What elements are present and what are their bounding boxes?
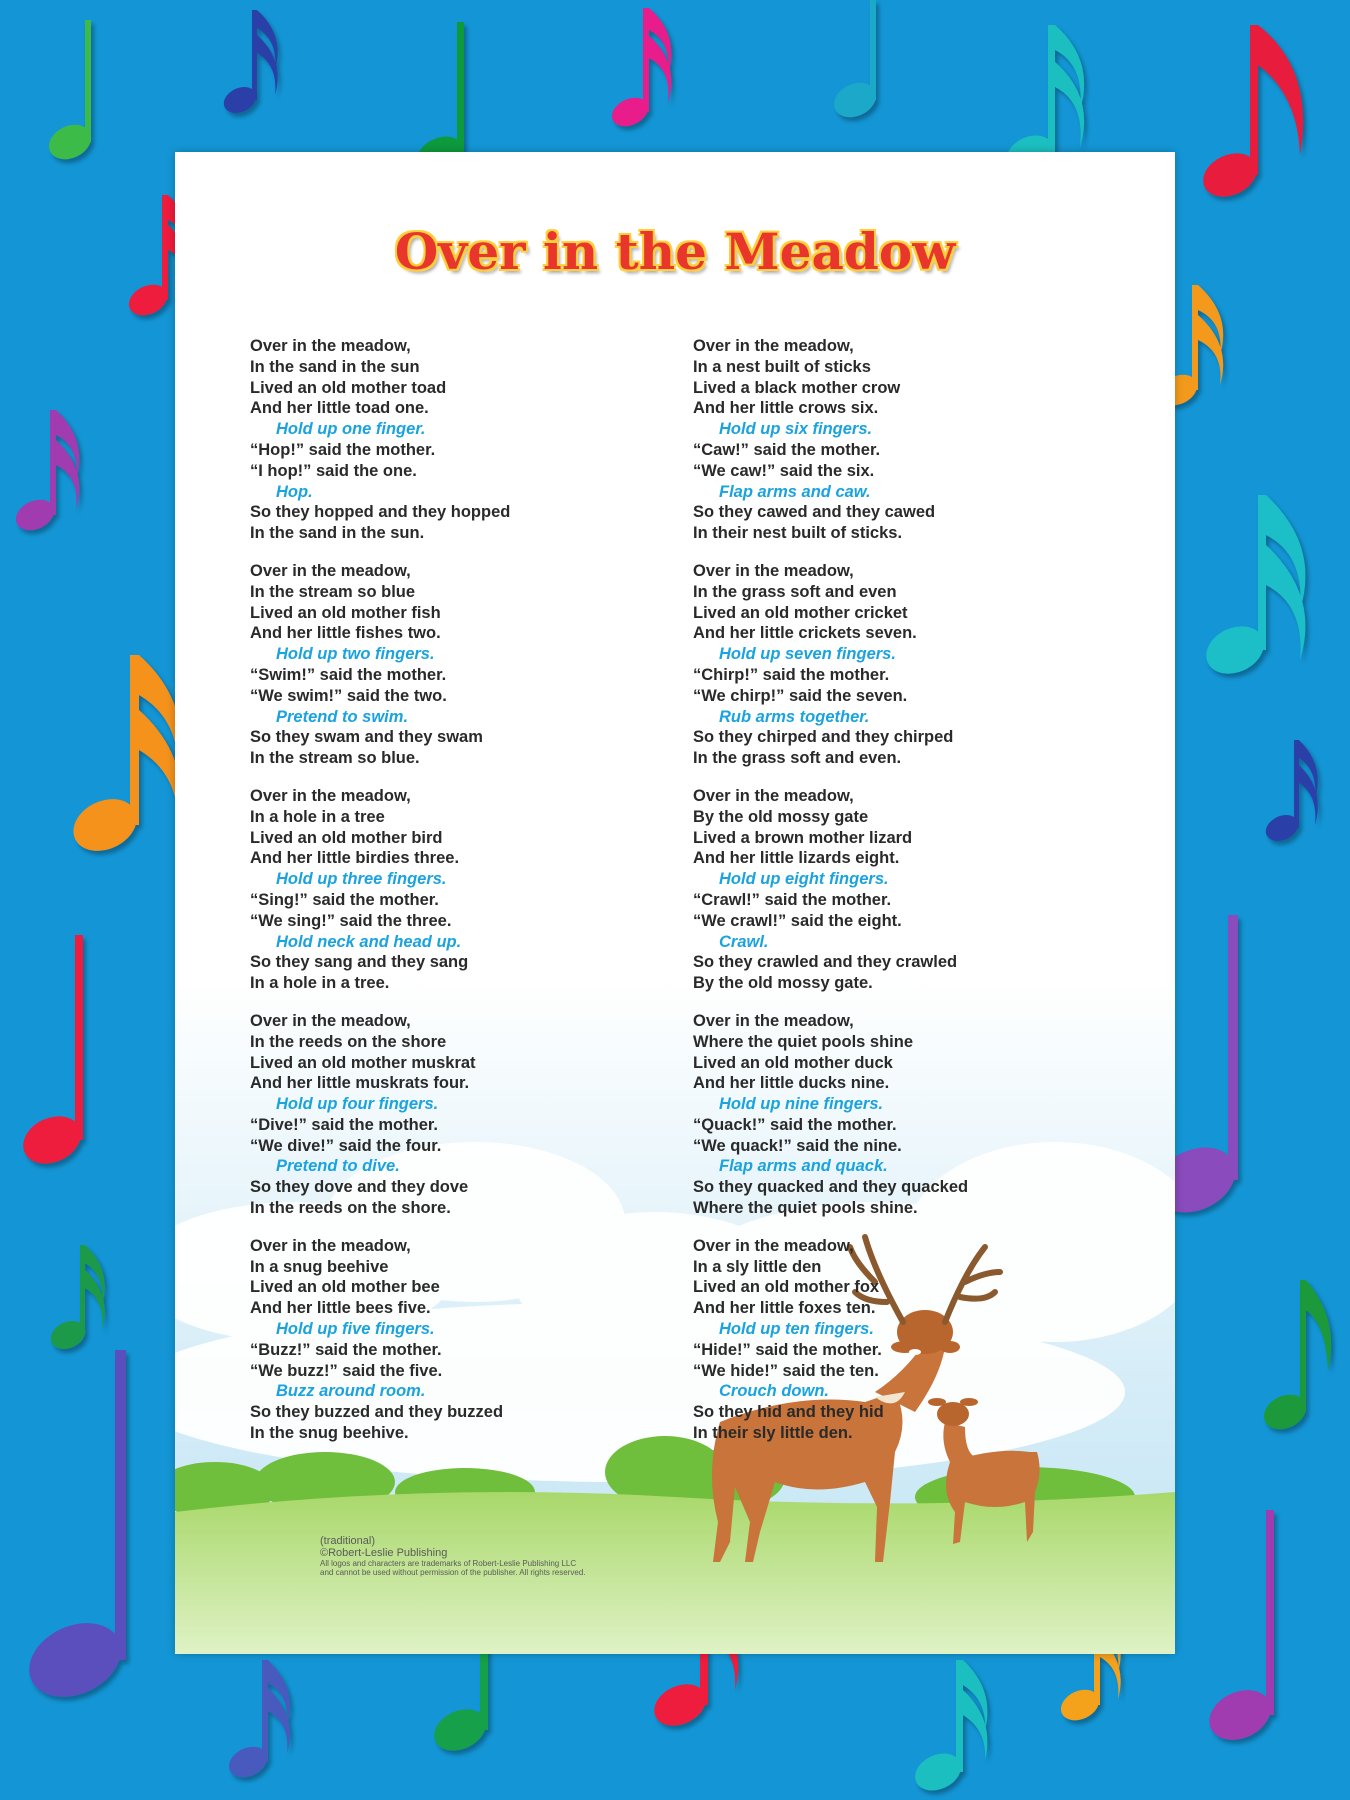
- quarter-note-icon: [16, 935, 89, 1173]
- lyric-line: So they dove and they dove: [250, 1178, 469, 1197]
- lyric-line: In their sly little den.: [693, 1424, 853, 1443]
- lyric-line: In a hole in a tree.: [250, 974, 390, 993]
- lyric-line: Where the quiet pools shine: [693, 1032, 914, 1051]
- lyric-line: “We sing!” said the three.: [250, 911, 452, 930]
- copyright-text: ©Robert-Leslie Publishing: [320, 1547, 448, 1559]
- action-instruction: Buzz around room.: [276, 1382, 426, 1401]
- lyric-line: Over in the meadow,: [250, 1011, 411, 1030]
- lyric-line: Lived an old mother bee: [250, 1278, 440, 1297]
- lyric-line: In the grass soft and even: [693, 582, 897, 601]
- lyric-line: Lived a black mother crow: [693, 378, 901, 397]
- lyric-line: Lived an old mother fish: [250, 603, 441, 622]
- lyric-line: “We dive!” said the four.: [250, 1136, 442, 1155]
- action-instruction: Hold up six fingers.: [719, 420, 873, 439]
- lyric-line: So they crawled and they crawled: [693, 953, 958, 972]
- lyric-line: So they sang and they sang: [250, 953, 469, 972]
- lyric-line: By the old mossy gate.: [693, 974, 873, 993]
- eighth-note-icon: [1196, 25, 1303, 205]
- sixteenth-note-icon: [607, 8, 671, 132]
- lyric-line: Over in the meadow,: [250, 561, 411, 580]
- sixteenth-note-icon: [1262, 740, 1318, 846]
- lyric-line: Lived an old mother toad: [250, 378, 447, 397]
- sixteenth-note-icon: [220, 10, 278, 118]
- lyric-line: And her little fishes two.: [250, 624, 441, 643]
- lyric-line: And her little lizards eight.: [693, 849, 900, 868]
- lyric-line: So they quacked and they quacked: [693, 1178, 969, 1197]
- lyric-line: And her little bees five.: [250, 1299, 431, 1318]
- lyrics-panel: [175, 152, 1175, 1654]
- lyric-line: And her little muskrats four.: [250, 1074, 470, 1093]
- eighth-note-icon: [828, 0, 881, 124]
- sixteenth-note-icon: [65, 655, 182, 861]
- lyric-line: In a hole in a tree: [250, 807, 385, 826]
- lyric-line: So they hopped and they hopped: [250, 503, 511, 522]
- lyric-line: And her little crickets seven.: [693, 624, 917, 643]
- lyric-line: Over in the meadow,: [250, 1236, 411, 1255]
- action-instruction: Hold up seven fingers.: [719, 645, 896, 664]
- lyric-line: Lived an old mother muskrat: [250, 1053, 476, 1072]
- lyric-line: “Quack!” said the mother.: [693, 1115, 897, 1134]
- sixteenth-note-icon: [46, 1245, 105, 1354]
- action-instruction: Hop.: [276, 482, 313, 501]
- lyric-line: In the reeds on the shore: [250, 1032, 447, 1051]
- lyric-line: “We quack!” said the nine.: [693, 1136, 902, 1155]
- lyric-line: In the sand in the sun: [250, 357, 420, 376]
- eighth-note-icon: [43, 20, 96, 166]
- lyric-line: And her little ducks nine.: [693, 1074, 890, 1093]
- action-instruction: Hold up five fingers.: [276, 1320, 435, 1339]
- lyric-line: In the stream so blue: [250, 582, 416, 601]
- lyric-line: Lived an old mother fox: [693, 1278, 880, 1297]
- lyric-line: In the snug beehive.: [250, 1424, 409, 1443]
- lyric-line: Over in the meadow,: [250, 337, 411, 355]
- action-instruction: Pretend to swim.: [276, 707, 409, 726]
- lyric-line: “We chirp!” said the seven.: [693, 686, 908, 705]
- lyric-line: “Caw!” said the mother.: [693, 440, 881, 459]
- lyric-line: “I hop!” said the one.: [250, 461, 417, 480]
- verse: [250, 786, 680, 994]
- lyric-line: And her little crows six.: [693, 399, 879, 418]
- action-instruction: Pretend to dive.: [276, 1157, 400, 1176]
- lyric-line: Over in the meadow,: [693, 1011, 854, 1030]
- lyric-line: So they chirped and they chirped: [693, 728, 954, 747]
- lyric-line: So they swam and they swam: [250, 728, 483, 747]
- action-instruction: Crouch down.: [719, 1382, 829, 1401]
- page-title: Over in the Meadow: [394, 222, 956, 281]
- action-instruction: Hold up two fingers.: [276, 645, 435, 664]
- sixteenth-note-icon: [1199, 495, 1306, 683]
- lyric-line: In a nest built of sticks: [693, 357, 871, 376]
- action-instruction: Flap arms and caw.: [719, 482, 871, 501]
- lyric-line: “We buzz!” said the five.: [250, 1361, 443, 1380]
- lyric-line: “Chirp!” said the mother.: [693, 665, 890, 684]
- action-instruction: Hold up three fingers.: [276, 870, 447, 889]
- sixteenth-note-icon: [11, 410, 79, 536]
- verse: [693, 561, 1123, 769]
- lyric-line: “We swim!” said the two.: [250, 686, 447, 705]
- quarter-note-icon: [17, 1350, 133, 1711]
- lyric-line: “Sing!” said the mother.: [250, 890, 439, 909]
- action-instruction: Crawl.: [719, 932, 769, 951]
- lyrics-column-right: [693, 336, 1123, 1461]
- lyric-line: In the grass soft and even.: [693, 749, 902, 768]
- lyric-line: And her little foxes ten.: [693, 1299, 876, 1318]
- lyric-line: And her little toad one.: [250, 399, 429, 418]
- trademark-line-1: All logos and characters are trademarks of Robert-Leslie Publishing LLC: [320, 1559, 577, 1568]
- footer-credits: [320, 1535, 586, 1577]
- lyric-line: In a snug beehive: [250, 1257, 389, 1276]
- sixteenth-note-icon: [909, 1660, 987, 1798]
- action-instruction: Hold up eight fingers.: [719, 870, 889, 889]
- lyric-line: In the sand in the sun.: [250, 524, 425, 543]
- verse: [693, 786, 1123, 994]
- lyric-line: “Swim!” said the mother.: [250, 665, 447, 684]
- action-instruction: Hold up nine fingers.: [719, 1095, 884, 1114]
- lyric-line: “Buzz!” said the mother.: [250, 1340, 442, 1359]
- action-instruction: Rub arms together.: [719, 707, 870, 726]
- verse: [250, 336, 680, 544]
- lyric-line: Over in the meadow,: [693, 786, 854, 805]
- eighth-note-icon: [1258, 1280, 1331, 1436]
- verse: [693, 1011, 1123, 1219]
- lyric-line: In a sly little den: [693, 1257, 822, 1276]
- quarter-note-icon: [1201, 1510, 1278, 1749]
- lyric-line: So they cawed and they cawed: [693, 503, 936, 522]
- lyric-line: “We crawl!” said the eight.: [693, 911, 902, 930]
- lyric-line: In their nest built of sticks.: [693, 524, 903, 543]
- lyrics-column-left: [250, 336, 680, 1461]
- verse: [250, 561, 680, 769]
- lyric-line: Lived an old mother cricket: [693, 603, 908, 622]
- verse: [250, 1236, 680, 1444]
- credit-text: (traditional): [320, 1535, 376, 1547]
- lyric-line: “Hop!” said the mother.: [250, 440, 436, 459]
- lyric-line: In the stream so blue.: [250, 749, 420, 768]
- lyric-line: And her little birdies three.: [250, 849, 460, 868]
- lyric-line: Over in the meadow,: [693, 1236, 854, 1255]
- lyric-line: Lived an old mother bird: [250, 828, 443, 847]
- action-instruction: Hold up four fingers.: [276, 1095, 439, 1114]
- lyric-line: Over in the meadow,: [693, 337, 854, 355]
- trademark-line-2: and cannot be used without permission of the publisher. All rights reserved.: [320, 1568, 586, 1577]
- lyric-line: “Hide!” said the mother.: [693, 1340, 882, 1359]
- verse: [250, 1011, 680, 1219]
- lyric-line: So they buzzed and they buzzed: [250, 1403, 504, 1422]
- action-instruction: Flap arms and quack.: [719, 1157, 888, 1176]
- action-instruction: Hold up ten fingers.: [719, 1320, 874, 1339]
- lyric-line: Over in the meadow,: [693, 561, 854, 580]
- lyric-line: By the old mossy gate: [693, 807, 869, 826]
- verse: [693, 1236, 1123, 1444]
- lyric-line: “Crawl!” said the mother.: [693, 890, 892, 909]
- lyric-line: “Dive!” said the mother.: [250, 1115, 438, 1134]
- action-instruction: Hold up one finger.: [276, 420, 426, 439]
- lyric-line: Over in the meadow,: [250, 786, 411, 805]
- action-instruction: Hold neck and head up.: [276, 932, 462, 951]
- lyric-line: Where the quiet pools shine.: [693, 1199, 918, 1218]
- lyric-line: “We caw!” said the six.: [693, 461, 875, 480]
- lyric-line: Lived a brown mother lizard: [693, 828, 913, 847]
- lyric-line: “We hide!” said the ten.: [693, 1361, 879, 1380]
- verse: [693, 336, 1123, 544]
- lyric-line: Lived an old mother duck: [693, 1053, 893, 1072]
- sixteenth-note-icon: [224, 1660, 290, 1783]
- lyric-line: So they hid and they hid: [693, 1403, 884, 1422]
- lyric-line: In the reeds on the shore.: [250, 1199, 451, 1218]
